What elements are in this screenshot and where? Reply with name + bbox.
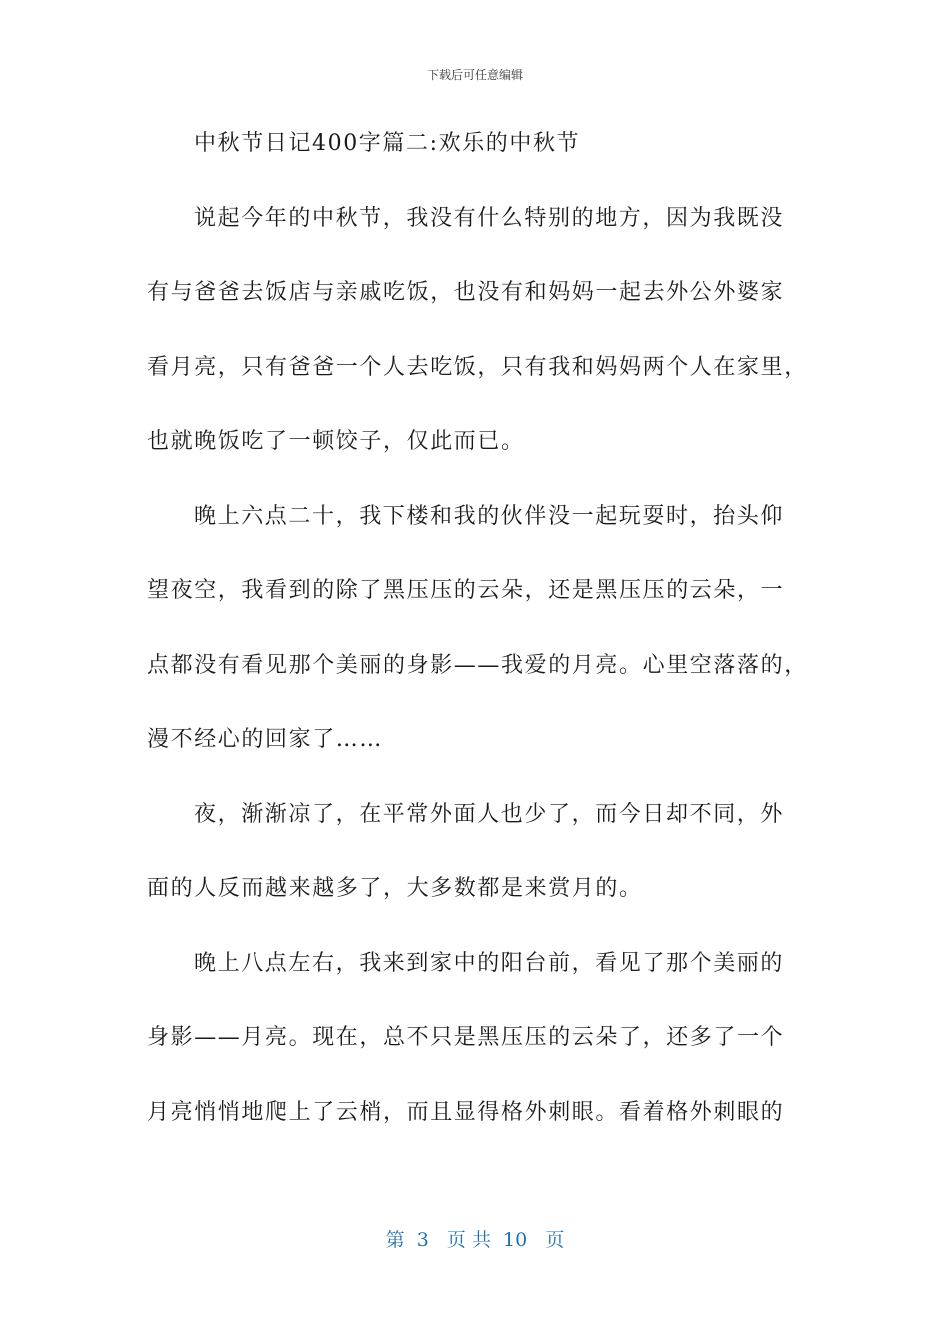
- document-body: [147, 124, 807, 1167]
- paragraph-line: 身影——月亮。现在，总不只是黑压压的云朵了，还多了一个: [147, 1025, 785, 1050]
- paragraph-line: 说起今年的中秋节，我没有什么特别的地方，因为我既没: [194, 205, 785, 231]
- paragraph-line: 有与爸爸去饭店与亲戚吃饭，也没有和妈妈一起去外公外婆家: [147, 280, 785, 305]
- paragraph-line: 晚上八点左右，我来到家中的阳台前，看见了那个美丽的: [194, 950, 785, 976]
- paragraph-line: 夜，渐渐凉了，在平常外面人也少了，而今日却不同，外: [194, 801, 785, 827]
- page-number: 第 3 页 共 10 页: [385, 1229, 565, 1251]
- paragraph-line: 也就晚饭吃了一顿饺子，仅此而已。: [147, 429, 525, 454]
- page-header-note: 下载后可任意编辑: [426, 68, 523, 82]
- paragraph-line: 看月亮，只有爸爸一个人去吃饭，只有我和妈妈两个人在家里，: [147, 354, 808, 380]
- paragraph-line: 点都没有看见那个美丽的身影——我爱的月亮。心里空落落的，: [147, 652, 808, 678]
- paragraph-line: 漫不经心的回家了……: [147, 727, 384, 752]
- paragraph-line: 晚上六点二十，我下楼和我的伙伴没一起玩耍时，抬头仰: [194, 503, 785, 529]
- paragraph-line: 月亮悄悄地爬上了云梢，而且显得格外刺眼。看着格外刺眼的: [147, 1099, 785, 1125]
- paragraph-line: 面的人反而越来越多了，大多数都是来赏月的。: [147, 876, 643, 901]
- paragraph-line: 望夜空，我看到的除了黑压压的云朵，还是黑压压的云朵，一: [147, 578, 785, 603]
- document-title: 中秋节日记400字篇二:欢乐的中秋节: [194, 131, 581, 156]
